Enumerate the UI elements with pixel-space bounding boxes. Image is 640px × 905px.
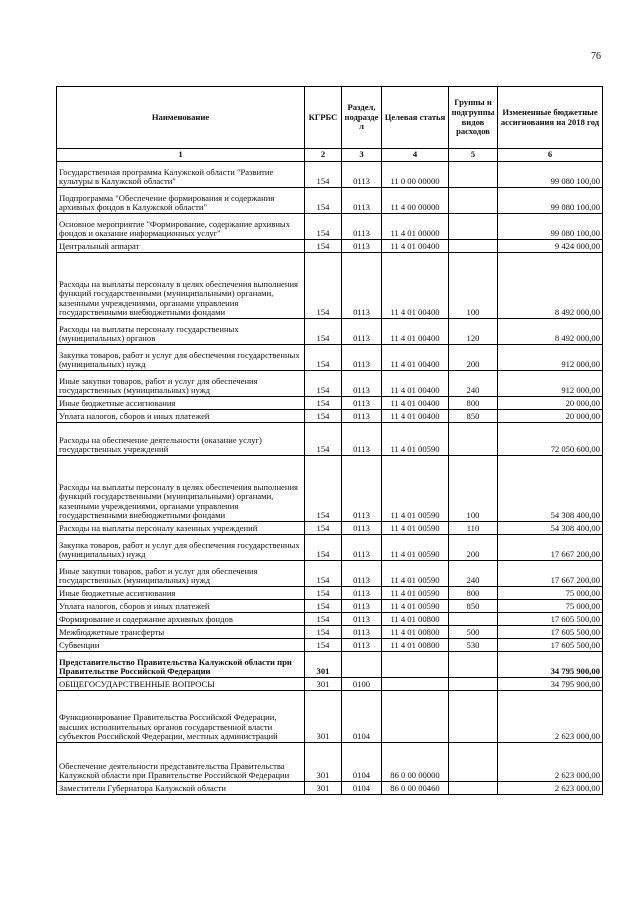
row-vid-cell: 800 (449, 587, 498, 600)
table-row (57, 652, 603, 678)
row-name-cell: Представительство Правительства Калужской области при Правительстве Российской Федерации (57, 652, 305, 678)
header-kgrbs: КГРБС (305, 87, 342, 149)
row-tselevaya-cell (382, 678, 449, 691)
row-tselevaya-cell: 11 4 01 00400 (382, 345, 449, 371)
row-sum-cell: 912 000,00 (498, 371, 603, 397)
row-name-cell: Межбюджетные трансферты (57, 626, 305, 639)
row-name-cell: Центральный аппарат (57, 240, 305, 253)
row-sum-cell: 2 623 000,00 (498, 743, 603, 782)
row-kgrbs-cell: 154 (305, 214, 342, 240)
row-vid-cell: 200 (449, 535, 498, 561)
row-kgrbs-cell: 154 (305, 639, 342, 652)
row-name-cell: Расходы на выплаты персоналу в целях обеспечения выполнения функций государственными (муниципальными) органами, казенными учреждениями, органами управления государственными внебюджетными фондами (57, 253, 305, 319)
row-tselevaya-cell: 11 0 00 00000 (382, 162, 449, 188)
column-number: 4 (382, 149, 449, 162)
header-razdel: Раздел, подраздел (342, 87, 382, 149)
row-sum-cell: 75 000,00 (498, 600, 603, 613)
row-vid-cell: 200 (449, 345, 498, 371)
row-name-cell: Расходы на выплаты персоналу в целях обеспечения выполнения функций государственными (муниципальными) органами, казенными учреждениями, органами управления государственными внебюджетными фондами (57, 456, 305, 522)
row-kgrbs-cell: 154 (305, 371, 342, 397)
table-row (57, 253, 603, 319)
row-razdel-cell: 0113 (342, 613, 382, 626)
row-vid-cell (449, 423, 498, 456)
row-name-cell: Обеспечение деятельности представительства Правительства Калужской области при Правительстве Российской Федерации (57, 743, 305, 782)
table-row (57, 522, 603, 535)
table-row (57, 743, 603, 782)
row-sum-cell: 2 623 000,00 (498, 782, 603, 795)
row-sum-cell: 17 667 200,00 (498, 535, 603, 561)
row-kgrbs-cell: 154 (305, 345, 342, 371)
row-name-cell: Функционирование Правительства Российской Федерации, высших исполнительных органов государственной власти субъектов Российской Федерации, местных администраций (57, 691, 305, 743)
table-row (57, 188, 603, 214)
row-sum-cell: 54 308 400,00 (498, 522, 603, 535)
row-razdel-cell: 0113 (342, 240, 382, 253)
table-row (57, 639, 603, 652)
row-name-cell: Основное мероприятие "Формирование, содержание архивных фондов и оказание информационных услуг" (57, 214, 305, 240)
row-kgrbs-cell: 154 (305, 613, 342, 626)
row-razdel-cell: 0113 (342, 423, 382, 456)
row-sum-cell: 54 308 400,00 (498, 456, 603, 522)
header-row (57, 87, 603, 149)
header-vid-rashodov: Группы и подгруппы видов расходов (449, 87, 498, 149)
row-tselevaya-cell: 11 4 01 00400 (382, 253, 449, 319)
row-tselevaya-cell: 11 4 01 00800 (382, 639, 449, 652)
row-tselevaya-cell: 11 4 01 00800 (382, 626, 449, 639)
row-razdel-cell: 0113 (342, 587, 382, 600)
row-vid-cell: 850 (449, 600, 498, 613)
row-sum-cell: 17 605 500,00 (498, 626, 603, 639)
row-razdel-cell: 0113 (342, 522, 382, 535)
table-row (57, 456, 603, 522)
row-vid-cell (449, 613, 498, 626)
table-row (57, 535, 603, 561)
row-vid-cell (449, 162, 498, 188)
row-kgrbs-cell: 154 (305, 397, 342, 410)
row-tselevaya-cell (382, 691, 449, 743)
row-kgrbs-cell: 301 (305, 691, 342, 743)
row-sum-cell: 9 424 000,00 (498, 240, 603, 253)
table-row (57, 691, 603, 743)
row-razdel-cell: 0113 (342, 253, 382, 319)
row-vid-cell (449, 188, 498, 214)
table-row (57, 410, 603, 423)
row-kgrbs-cell: 154 (305, 319, 342, 345)
row-tselevaya-cell: 11 4 01 00590 (382, 587, 449, 600)
row-kgrbs-cell: 154 (305, 456, 342, 522)
row-tselevaya-cell: 11 4 01 00590 (382, 535, 449, 561)
row-name-cell: Закупка товаров, работ и услуг для обеспечения государственных (муниципальных) нужд (57, 345, 305, 371)
row-tselevaya-cell: 11 4 01 00400 (382, 410, 449, 423)
row-vid-cell (449, 782, 498, 795)
row-razdel-cell: 0113 (342, 345, 382, 371)
table-row (57, 345, 603, 371)
row-vid-cell (449, 214, 498, 240)
row-kgrbs-cell: 154 (305, 535, 342, 561)
header-name: Наименование (57, 87, 305, 149)
table-body (57, 162, 603, 795)
table-row (57, 600, 603, 613)
row-razdel-cell (342, 652, 382, 678)
row-kgrbs-cell: 301 (305, 652, 342, 678)
table-row (57, 613, 603, 626)
row-sum-cell: 20 000,00 (498, 410, 603, 423)
column-number: 5 (449, 149, 498, 162)
row-sum-cell: 99 080 100,00 (498, 162, 603, 188)
row-sum-cell: 17 605 500,00 (498, 639, 603, 652)
row-kgrbs-cell: 154 (305, 626, 342, 639)
row-tselevaya-cell: 11 4 01 00590 (382, 561, 449, 587)
row-tselevaya-cell: 11 4 01 00400 (382, 371, 449, 397)
row-vid-cell: 850 (449, 410, 498, 423)
row-name-cell: Заместители Губернатора Калужской области (57, 782, 305, 795)
row-vid-cell: 530 (449, 639, 498, 652)
row-vid-cell: 240 (449, 561, 498, 587)
row-vid-cell (449, 743, 498, 782)
row-vid-cell (449, 691, 498, 743)
row-kgrbs-cell: 154 (305, 410, 342, 423)
row-kgrbs-cell: 154 (305, 522, 342, 535)
row-sum-cell: 34 795 900,00 (498, 678, 603, 691)
row-razdel-cell: 0113 (342, 535, 382, 561)
budget-table (56, 86, 603, 795)
table-row (57, 782, 603, 795)
table-row (57, 319, 603, 345)
row-razdel-cell: 0113 (342, 397, 382, 410)
table-row (57, 423, 603, 456)
column-number: 6 (498, 149, 603, 162)
row-vid-cell: 240 (449, 371, 498, 397)
row-name-cell: Подпрограмма "Обеспечение формирования и содержания архивных фондов в Калужской области" (57, 188, 305, 214)
row-tselevaya-cell: 11 4 01 00400 (382, 397, 449, 410)
row-vid-cell (449, 678, 498, 691)
row-kgrbs-cell: 301 (305, 678, 342, 691)
row-vid-cell: 500 (449, 626, 498, 639)
row-razdel-cell: 0113 (342, 639, 382, 652)
row-sum-cell: 8 492 000,00 (498, 319, 603, 345)
row-razdel-cell: 0113 (342, 456, 382, 522)
row-sum-cell: 912 000,00 (498, 345, 603, 371)
table-row (57, 162, 603, 188)
row-tselevaya-cell (382, 652, 449, 678)
row-sum-cell: 99 080 100,00 (498, 188, 603, 214)
row-razdel-cell: 0113 (342, 162, 382, 188)
row-kgrbs-cell: 154 (305, 188, 342, 214)
row-sum-cell: 34 795 900,00 (498, 652, 603, 678)
row-kgrbs-cell: 154 (305, 423, 342, 456)
table-row (57, 678, 603, 691)
column-number-row (57, 149, 603, 162)
row-tselevaya-cell: 11 4 01 00590 (382, 423, 449, 456)
column-number: 1 (57, 149, 305, 162)
table-row (57, 240, 603, 253)
row-name-cell: Иные бюджетные ассигнования (57, 397, 305, 410)
page-number: 76 (591, 51, 601, 62)
row-sum-cell: 8 492 000,00 (498, 253, 603, 319)
row-vid-cell: 120 (449, 319, 498, 345)
row-tselevaya-cell: 11 4 01 00400 (382, 319, 449, 345)
row-razdel-cell: 0104 (342, 743, 382, 782)
row-name-cell: Государственная программа Калужской области "Развитие культуры в Калужской области" (57, 162, 305, 188)
header-tselevaya: Целевая статья (382, 87, 449, 149)
row-sum-cell: 99 080 100,00 (498, 214, 603, 240)
row-sum-cell: 20 000,00 (498, 397, 603, 410)
row-name-cell: Иные закупки товаров, работ и услуг для обеспечения государственных (муниципальных) нужд (57, 561, 305, 587)
row-razdel-cell: 0113 (342, 214, 382, 240)
row-name-cell: Субвенции (57, 639, 305, 652)
row-kgrbs-cell: 301 (305, 743, 342, 782)
row-name-cell: Иные закупки товаров, работ и услуг для обеспечения государственных (муниципальных) нужд (57, 371, 305, 397)
row-razdel-cell: 0113 (342, 319, 382, 345)
row-razdel-cell: 0100 (342, 678, 382, 691)
row-name-cell: Формирование и содержание архивных фондов (57, 613, 305, 626)
row-razdel-cell: 0113 (342, 371, 382, 397)
row-razdel-cell: 0113 (342, 626, 382, 639)
table-row (57, 214, 603, 240)
header-sum-2018: Измененные бюджетные ассигнования на 2018 год (498, 87, 603, 149)
row-sum-cell: 17 667 200,00 (498, 561, 603, 587)
row-vid-cell (449, 652, 498, 678)
row-razdel-cell: 0104 (342, 691, 382, 743)
table-row (57, 626, 603, 639)
row-kgrbs-cell: 154 (305, 240, 342, 253)
row-tselevaya-cell: 11 4 01 00000 (382, 214, 449, 240)
row-sum-cell: 72 050 600,00 (498, 423, 603, 456)
row-name-cell: Расходы на обеспечение деятельности (оказание услуг) государственных учреждений (57, 423, 305, 456)
table-row (57, 561, 603, 587)
row-tselevaya-cell: 11 4 01 00400 (382, 240, 449, 253)
column-number: 3 (342, 149, 382, 162)
row-name-cell: Расходы на выплаты персоналу казенных учреждений (57, 522, 305, 535)
row-name-cell: Иные бюджетные ассигнования (57, 587, 305, 600)
row-tselevaya-cell: 86 0 00 00000 (382, 743, 449, 782)
table-row (57, 587, 603, 600)
row-vid-cell (449, 240, 498, 253)
row-tselevaya-cell: 11 4 01 00590 (382, 522, 449, 535)
row-tselevaya-cell: 11 4 01 00590 (382, 600, 449, 613)
row-vid-cell: 100 (449, 456, 498, 522)
row-name-cell: Закупка товаров, работ и услуг для обеспечения государственных (муниципальных) нужд (57, 535, 305, 561)
row-kgrbs-cell: 154 (305, 253, 342, 319)
table-row (57, 397, 603, 410)
row-razdel-cell: 0113 (342, 600, 382, 613)
row-name-cell: ОБЩЕГОСУДАРСТВЕННЫЕ ВОПРОСЫ (57, 678, 305, 691)
row-razdel-cell: 0113 (342, 410, 382, 423)
column-number: 2 (305, 149, 342, 162)
row-sum-cell: 75 000,00 (498, 587, 603, 600)
row-razdel-cell: 0104 (342, 782, 382, 795)
row-tselevaya-cell: 11 4 01 00590 (382, 456, 449, 522)
row-sum-cell: 17 605 500,00 (498, 613, 603, 626)
row-sum-cell: 2 623 000,00 (498, 691, 603, 743)
row-kgrbs-cell: 154 (305, 561, 342, 587)
row-kgrbs-cell: 154 (305, 600, 342, 613)
row-tselevaya-cell: 86 0 00 00460 (382, 782, 449, 795)
row-razdel-cell: 0113 (342, 561, 382, 587)
row-tselevaya-cell: 11 4 01 00800 (382, 613, 449, 626)
row-vid-cell: 100 (449, 253, 498, 319)
row-tselevaya-cell: 11 4 00 00000 (382, 188, 449, 214)
row-vid-cell: 800 (449, 397, 498, 410)
row-name-cell: Уплата налогов, сборов и иных платежей (57, 600, 305, 613)
row-vid-cell: 110 (449, 522, 498, 535)
table-row (57, 371, 603, 397)
row-name-cell: Расходы на выплаты персоналу государственных (муниципальных) органов (57, 319, 305, 345)
row-kgrbs-cell: 301 (305, 782, 342, 795)
row-kgrbs-cell: 154 (305, 162, 342, 188)
row-razdel-cell: 0113 (342, 188, 382, 214)
row-kgrbs-cell: 154 (305, 587, 342, 600)
row-name-cell: Уплата налогов, сборов и иных платежей (57, 410, 305, 423)
